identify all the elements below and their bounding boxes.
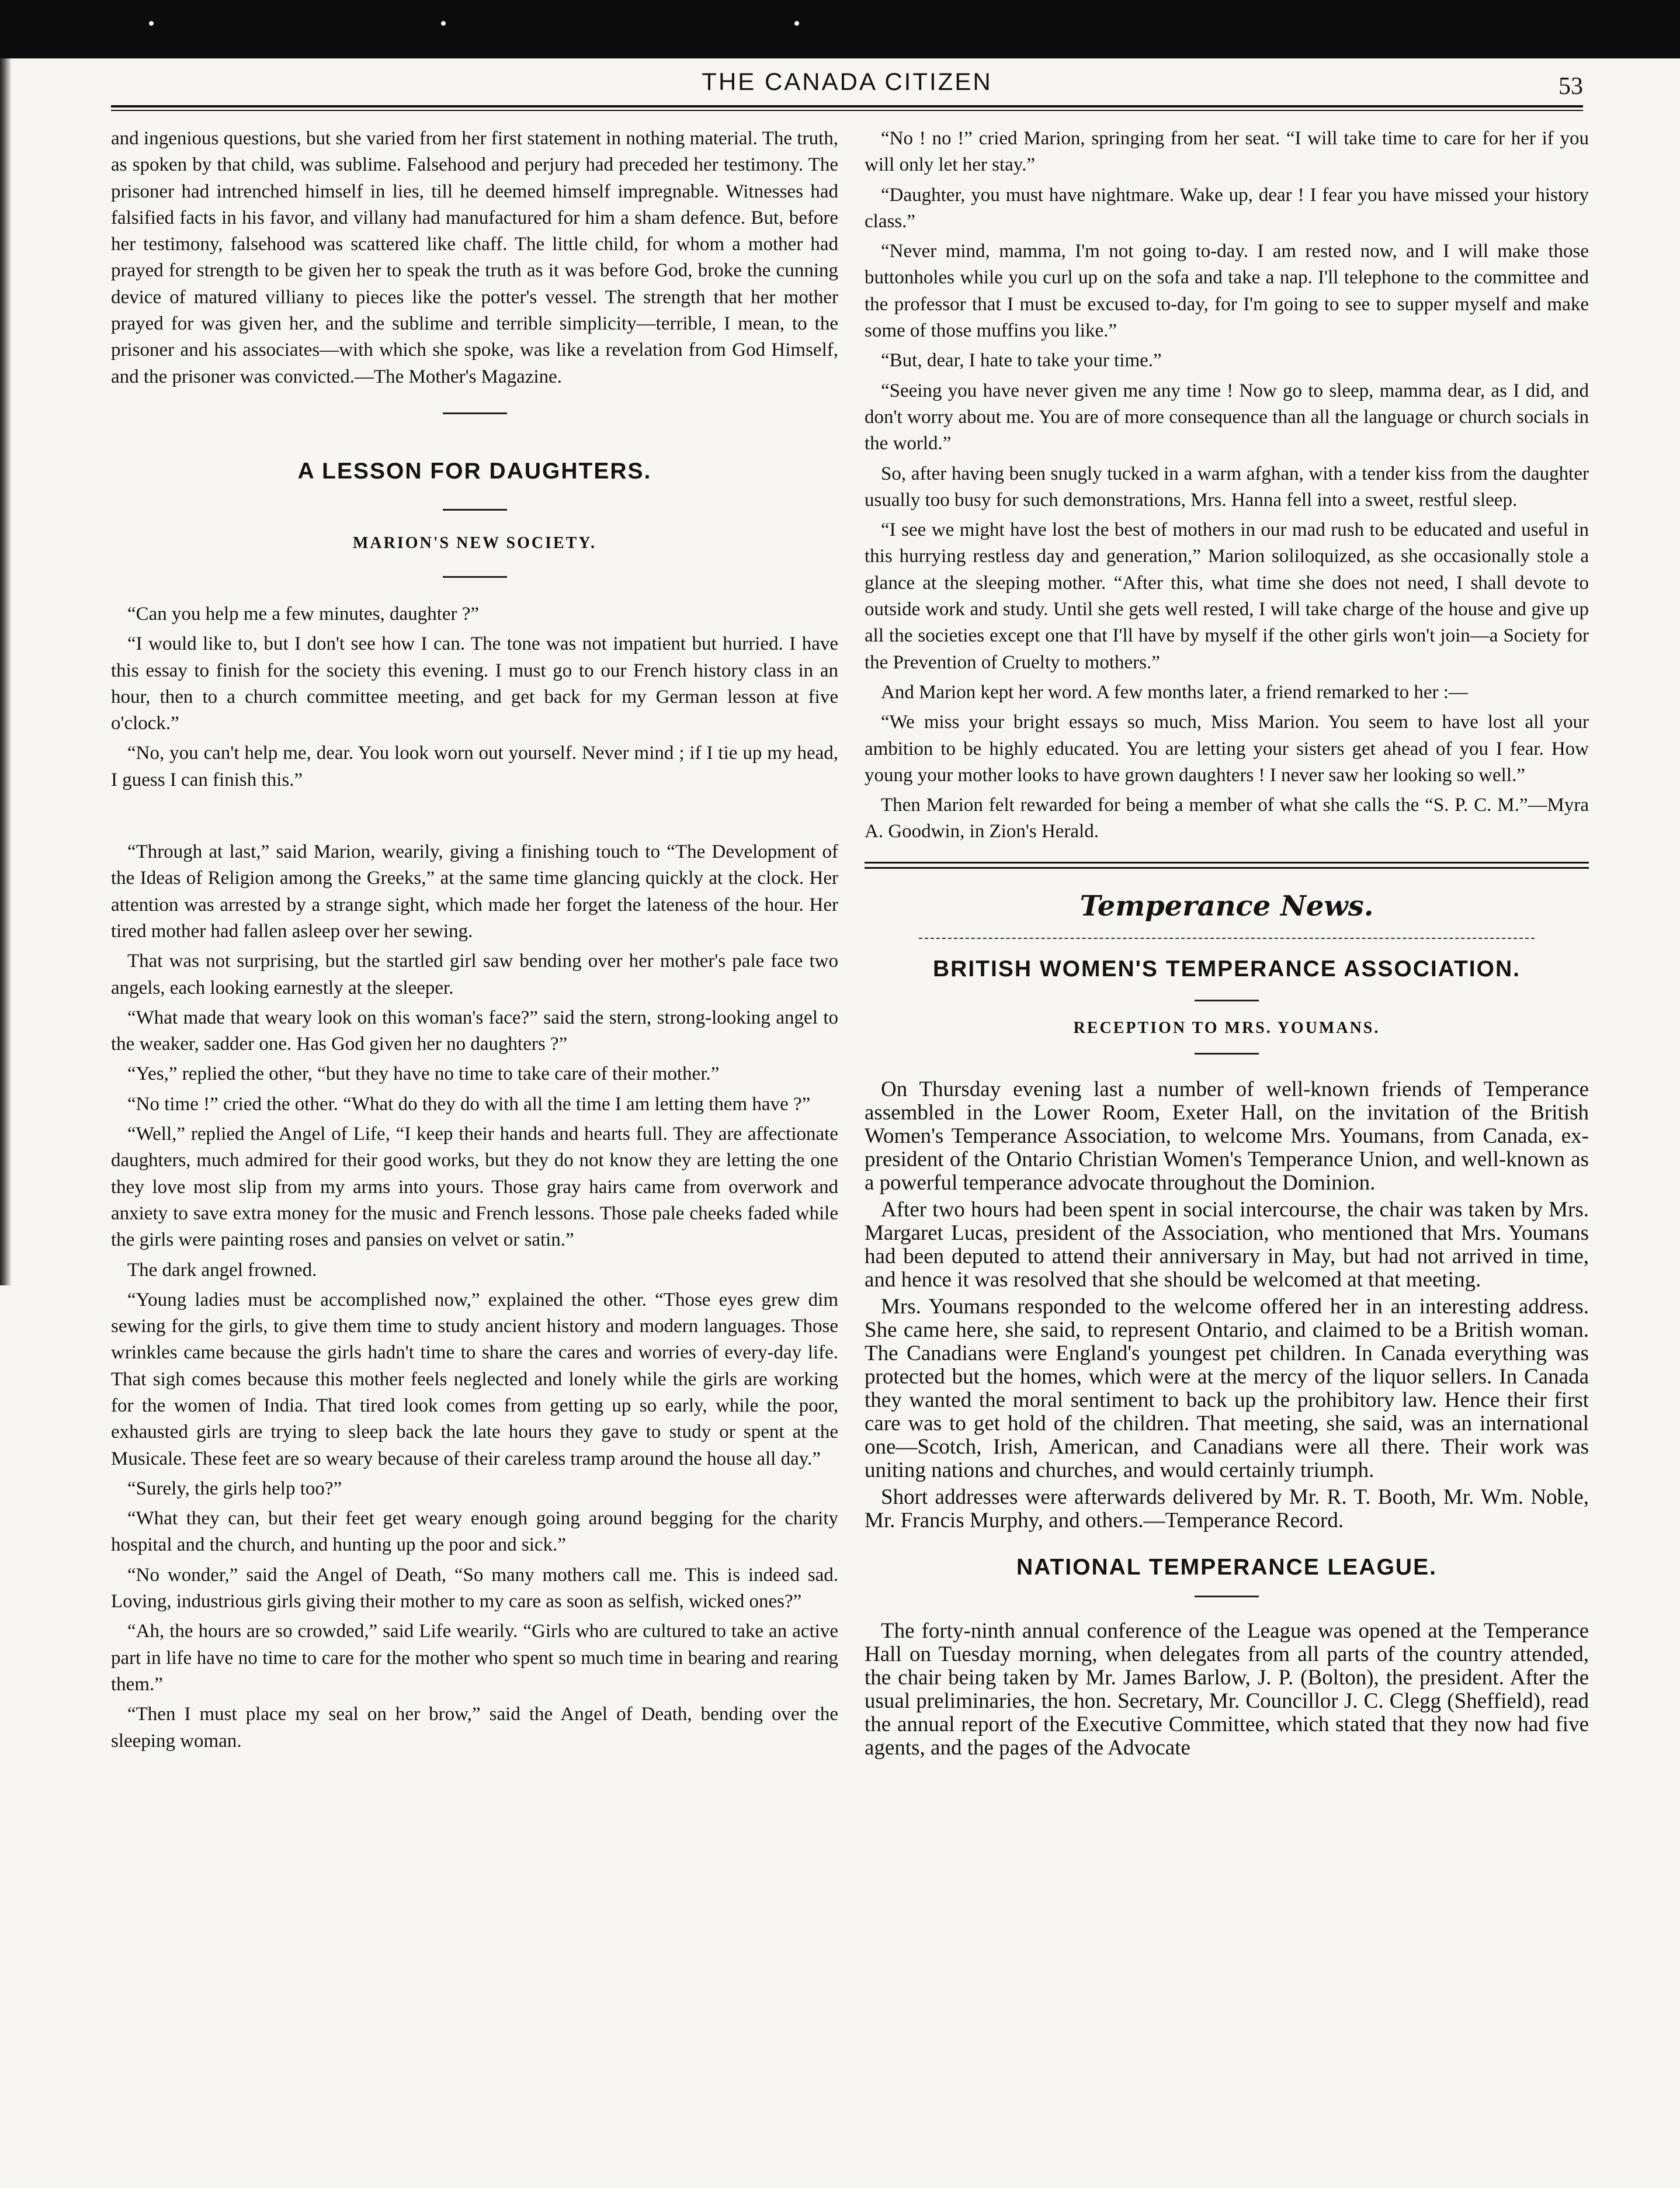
paragraph: The dark angel frowned. [127,1259,317,1281]
ntl-title: NATIONAL TEMPERANCE LEAGUE. [1016,1554,1437,1580]
paragraph: Short addresses were afterwards delivered by Mr. R. T. Booth, Mr. Wm. Noble, Mr. Francis Murphy, and others.—Temperance Record. [865,1485,1589,1532]
paragraph: “No, you can't help me, dear. You look worn out yourself. Never mind ; if I tie up my head, I guess I can finish this.” [111,743,838,790]
scan-speck [149,21,154,26]
paragraph: “Daughter, you must have nightmare. Wake up, dear ! I fear you have missed your history class.” [865,184,1589,232]
paragraph: “Through at last,” said Marion, wearily, giving a finishing touch to “The Development of the Ideas of Religion among the Greeks,” at the same time glancing quickly at the clock. Her attention was arrested by a strange sight, which made her forget the lateness of the hour. Her tired mother had fallen asleep over her sewing. [111,841,838,942]
paragraph: “Yes,” replied the other, “but they have no time to take care of their mother.” [127,1063,720,1085]
bwta-article [865,1078,1589,1532]
running-title: THE CANADA CITIZEN [702,68,992,95]
paragraph: After two hours had been spent in social intercourse, the chair was taken by Mrs. Margaret Lucas, president of the Association, who mentioned that Mrs. Youmans had been deputed to attend their anniversary in May, but had not arrived in time, and hence it was resolved that she should be welcomed at that meeting. [865,1197,1589,1292]
paragraph: “Seeing you have never given me any time ! Now go to sleep, mamma dear, as I did, and don't worry about me. You are of more consequence than all the language or church socials in the world.” [865,380,1589,455]
paragraph: “Young ladies must be accomplished now,” explained the other. “Those eyes grew dim sewing for the girls, to give them time to study ancient history and modern languages. Those wrinkles came because the girls hadn't time to share the cares and worries of every-day life. That sigh comes because this mother feels neglected and lonely while the girls are working for the women of India. That tired look comes from getting up so early, while the poor, exhausted girls are trying to sleep back the late hours they gave to study or spent at the Musicale. These feet are so weary because of their careless tramp around the house all day.” [111,1289,838,1469]
paragraph: On Thursday evening last a number of well-known friends of Temperance assembled in the Lower Room, Exeter Hall, on the invitation of the British Women's Temperance Association, to welcome Mrs. Youmans, from Canada, ex-president of the Ontario Christian Women's Temperance Union, and well-known as a powerful temperance advocate throughout the Dominion. [865,1077,1589,1195]
paragraph: Mrs. Youmans responded to the welcome offered her in an interesting address. She came here, she said, to represent Ontario, and claimed to be a British woman. The Canadians were England's youngest pet children. In Canada everything was protected but the homes, which were at the mercy of the liquor sellers. In Canada they wanted the moral sentiment to back up the prohibitory law. Hence their first care was to get hold of the children. That meeting, she said, was an international one—Scotch, Irish, American, and Canadians were all there. Their work was uniting nations and churches, and would certainly triumph. [865,1294,1589,1482]
paragraph: “Well,” replied the Angel of Life, “I keep their hands and hearts full. They are affectionate daughters, much admired for their good works, but they do not know they are letting the one they love most slip from my arms into yours. Those gray hairs came from overwork and anxiety to save extra money for the music and French lessons. Those pale cheeks faded while the girls were painting roses and pansies on velvet or satin.” [111,1124,838,1251]
section-heading: Temperance News. [1079,889,1374,923]
story-continuation [865,126,1589,845]
ntl-article [865,1620,1589,1760]
story-part-one [111,601,838,793]
scan-speck [794,21,799,26]
paragraph: “No wonder,” said the Angel of Death, “So many mothers call me. This is indeed sad. Loving, industrious girls giving their mother to my care as soon as selfish, wicked ones?” [111,1564,838,1613]
paragraph: “I would like to, but I don't see how I can. The tone was not impatient but hurried. I have this essay to finish for the society this evening. I must go to our French history class in an hour, then to a church committee meeting, and get back for my German lesson at five o'clock.” [111,633,838,734]
paragraph: “Then I must place my seal on her brow,” said the Angel of Death, bending over the sleeping woman. [111,1704,838,1752]
paragraph: So, after having been snugly tucked in a warm afghan, with a tender kiss from the daughter usually too busy for such demonstrations, Mrs. Hanna fell into a sweet, restful sleep. [865,463,1589,511]
right-column [865,126,1589,2159]
scan-left-edge [0,58,12,1285]
paragraph: “We miss your bright essays so much, Miss Marion. You seem to have lost all your ambition to be highly educated. You are letting your sisters get ahead of you I fear. How young your mother looks to have grown daughters ! I never saw her looking so well.” [865,712,1589,786]
paragraph: “No time !” cried the other. “What do they do with all the time I am letting them have ?” [127,1093,811,1115]
paragraph: “Never mind, mamma, I'm not going to-day. I am rested now, and I will make those buttonholes while you curl up on the sofa and take a nap. I'll telephone to the committee and the professor that I must be excused to-day, for I'm going to see to supper myself and make some of those muffins you like.” [865,241,1589,342]
paragraph: “I see we might have lost the best of mothers in our mad rush to be educated and useful in this hurrying restless day and generation,” Marion soliloquized, as she occasionally stole a glance at the sleeping mother. “After this, what time she does not need, I shall devote to outside work and study. Until she gets well rested, I will take charge of the house and give up all the societies except one that I'll have by myself if the other girls won't join—a Society for the Prevention of Cruelty to mothers.” [865,519,1589,673]
bwta-subtitle: RECEPTION TO MRS. YOUMANS. [1073,1018,1380,1037]
paragraph: “What made that weary look on this woman's face?” said the stern, strong-looking angel to the weaker, sadder one. Has God given her no daughters ?” [111,1007,838,1055]
paragraph: That was not surprising, but the startled girl saw bending over her mother's pale face two angels, each looking earnestly at the sleeper. [111,951,838,998]
story-part-two [111,839,838,1754]
paragraph: “Surely, the girls help too?” [127,1478,342,1499]
paragraph: “But, dear, I hate to take your time.” [881,350,1162,372]
running-header [111,65,1583,100]
header-rule [111,105,1583,111]
paragraph: “Can you help me a few minutes, daughter ?” [127,603,480,625]
paragraph: “What they can, but their feet get weary enough going around begging for the charity hospital and the church, and hunting up the poor and sick.” [111,1508,838,1556]
scan-top-border [0,0,1680,58]
bwta-title: BRITISH WOMEN'S TEMPERANCE ASSOCIATION. [933,956,1521,982]
paragraph: Then Marion felt rewarded for being a member of what she calls the “S. P. C. M.”—Myra A. Goodwin, in Zion's Herald. [865,795,1589,842]
paragraph: “Ah, the hours are so crowded,” said Life wearily. “Girls who are cultured to take an active part in life have no time to care for the mother who spent so much time in bearing and rearing them.” [111,1621,838,1695]
paragraph: “No ! no !” cried Marion, springing from her seat. “I will take time to care for her if you will only let her stay.” [865,128,1589,176]
continued-paragraph: and ingenious questions, but she varied from her first statement in nothing material. The truth, as spoken by that child, was sublime. Falsehood and perjury had preceded her testimony. The prisoner had intrenched himself in lies, till he deemed himself impregnable. Witnesses had falsified facts in his favor, and villany had manufactured for him a sham defence. But, before her testimony, falsehood was scattered like chaff. The little child, for whom a mother had prayed for strength to be given her to speak the truth as it was before God, broke the cunning device of matured villiany to pieces like the potter's vessel. The strength that her mother prayed for was given her, and the sublime and terrible simplicity—terrible, I mean, to the prisoner and his associates—with which she spoke, was like a revelation from God Himself, and the prisoner was convicted.—The Mother's Magazine. [111,128,838,387]
article-subtitle: MARION'S NEW SOCIETY. [353,533,596,552]
article-title: A LESSON FOR DAUGHTERS. [297,458,652,484]
page-number: 53 [1558,73,1583,100]
left-column [111,126,838,2159]
paragraph: The forty-ninth annual conference of the League was opened at the Temperance Hall on Tuesday morning, when delegates from all parts of the country attended, the chair being taken by Mr. James Barlow, J. P. (Bolton), the president. After the usual preliminaries, the hon. Secretary, Mr. Councillor J. C. Clegg (Sheffield), read the annual report of the Executive Committee, which stated that they now had five agents, and the pages of the Advocate [865,1618,1589,1760]
scan-speck [441,21,446,26]
paragraph: And Marion kept her word. A few months later, a friend remarked to her :— [881,681,1468,703]
